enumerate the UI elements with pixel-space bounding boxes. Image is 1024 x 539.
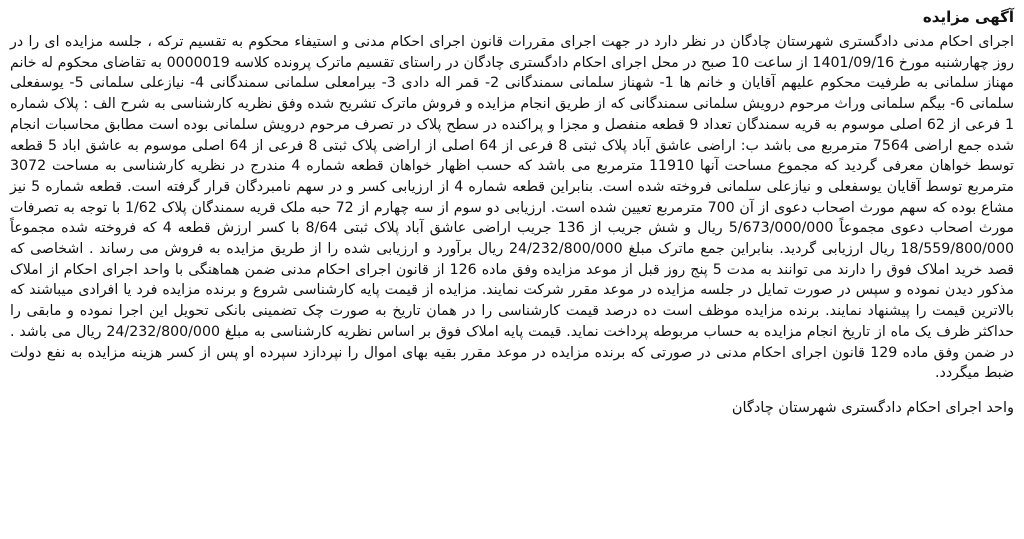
notice-signature: واحد اجرای احکام دادگستری شهرستان چادگان <box>731 399 1014 416</box>
notice-body: اجرای احکام مدنی دادگستری شهرستان چادگان در نظر دارد در جهت اجرای مقررات قانون اجرای احکام مدنی و استیفاء محکوم به تقسیم ترکه ، جلسه مزایده ای را در روز چهارشنبه مورخ 1401/09/16 از ساعت 10 صبح در محل اجرای احکام دادگستری چادگان در راستای تقسیم ماترک پرونده کلاسه 0000019 به تقاضای محکوم له خانم مهناز سلمانی به طرفیت محکوم علیهم آقایان و خانم ها 1- شهناز سلمانی سمندگانی 2- قمر اله دادی 3- بیرامعلی سلمانی سمندگانی 4- نیازعلی سلمانی 5- یوسفعلی سلمانی 6- بیگم سلمانی وراث مرحوم درویش سلمانی سمندگانی که از طریق انجام مزایده و فروش ماترک تشریح شده وفق نظریه کارشناسی به شرح الف : پلاک شماره 1 فرعی از 62 اصلی موسوم به قریه سمندگان تعداد 9 قطعه منفصل و مجزا و پراکنده در سطح پلاک در تصرف مرحوم درویش سلمانی بوده است مطابق محاسبات انجام شده جمع اراضی 7564 مترمربع می باشد ب: اراضی عاشق آباد پلاک ثبتی 8 فرعی از 64 اصلی از اراضی پلاک ثبتی 8 فرعی از 64 اصلی موسوم به عاشق اباد 5 قطعه توسط خواهان معرفی گردید که مجموع مساحت آنها 11910 مترمربع می باشد که حسب اظهار خواهان قطعه شماره 4 مندرج در نظریه کارشناسی به مساحت 3072 مترمربع توسط آقایان یوسفعلی و نیازعلی سلمانی فروخته شده است. بنابراین قطعه شماره 4 از ارزیابی کسر و در سهم نامبردگان قرار گرفته است. قطعه شماره 5 نیز مشاع بوده که سهم مورث اصحاب دعوی از آن 700 مترمربع تعیین شده است. ارزیابی دو سوم از سه چهارم از 72 حبه ملک قریه سمندگان پلاک 1/62 با توجه به تصرفات مورث اصحاب دعوی مجموعاً 5/673/000/000 ریال و شش جریب از 136 جریب اراضی عاشق آباد پلاک ثبتی 8/64 با کسر ارزش قطعه 4 که فروخته شده مجموعاً 18/559/800/000 ریال ارزیابی گردید. بنابراین جمع ماترک مبلغ 24/232/800/000 ریال برآورد و ارزیابی شده را از طریق مزایده به فروش می رساند . اشخاصی که قصد خرید املاک فوق را دارند می توانند به مدت 5 پنج روز قبل از موعد مزایده وفق ماده 126 از قانون اجرای احکام مدنی ضمن هماهنگی با واحد اجرای احکام از املاک مذکور دیدن نموده و سپس در صورت تمایل در جلسه مزایده در موعد مقرر شرکت نمایند. مزایده از قیمت پایه کارشناسی شروع و برنده مزایده فرد یا افرادی میباشند که بالاترین قیمت را پیشنهاد نمایند. برنده مزایده موظف است ده درصد قیمت کارشناسی را در همان تاریخ به صورت چک تضمینی بانکی تحویل این اجرا نموده و مابقی را حداکثر ظرف یک ماه از تاریخ انجام مزایده به حساب مربوطه پرداخت نماید. قیمت پایه املاک فوق بر اساس نظریه کارشناسی به مبلغ 24/232/800/000 ریال می باشد . در ضمن وفق ماده 129 قانون اجرای احکام مدنی در صورتی که برنده مزایده در موعد مقرر بقیه بهای اموال را نپردازد سپرده او پس از کسر هزینه مزایده به نفع دولت ضبط میگردد. <box>10 34 1015 382</box>
notice-title: آگهی مزایده <box>922 8 1014 26</box>
